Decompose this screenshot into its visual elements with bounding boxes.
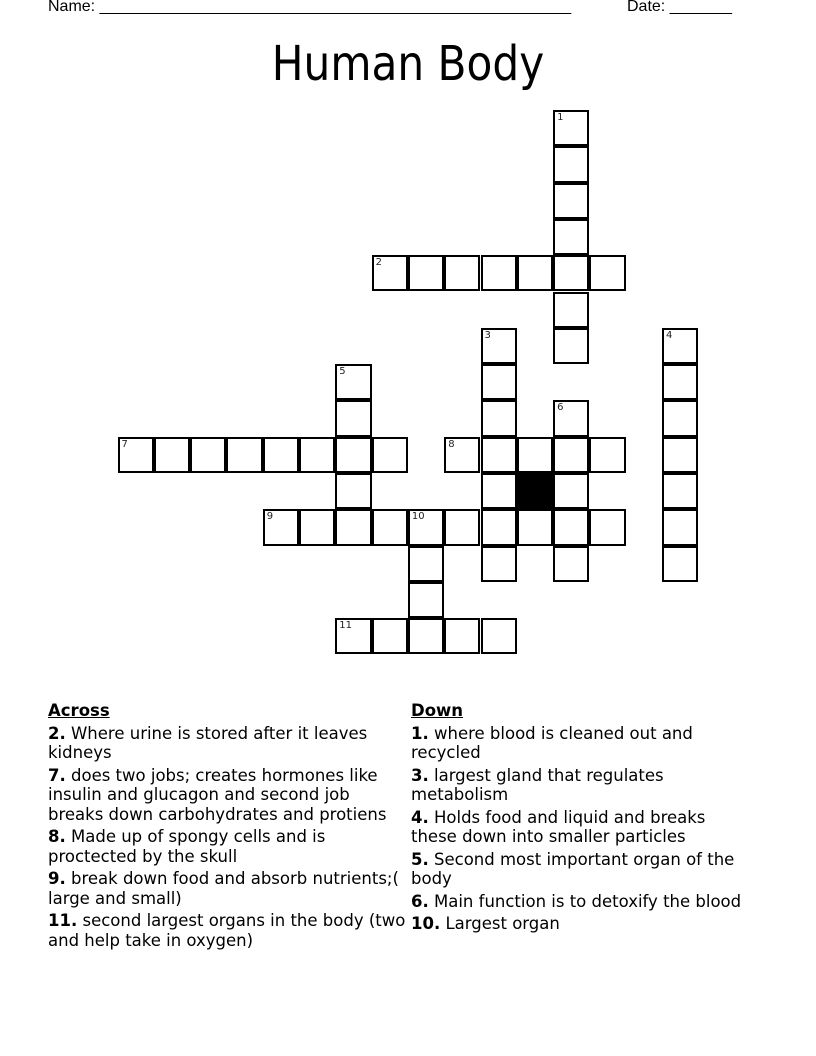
grid-cell[interactable]: [481, 473, 517, 509]
grid-cell[interactable]: [553, 328, 589, 364]
grid-cell[interactable]: [662, 328, 698, 364]
grid-cell[interactable]: [553, 146, 589, 182]
grid-cell[interactable]: [481, 328, 517, 364]
grid-cell[interactable]: [589, 255, 625, 291]
grid-cell[interactable]: [444, 618, 480, 654]
grid-cell[interactable]: [335, 364, 371, 400]
grid-cell[interactable]: [553, 255, 589, 291]
grid-cell[interactable]: [444, 509, 480, 545]
grid-cell[interactable]: [662, 364, 698, 400]
grid-cell[interactable]: [662, 473, 698, 509]
grid-cell[interactable]: [553, 183, 589, 219]
grid-cell[interactable]: [662, 509, 698, 545]
clue-number: 1: [557, 112, 564, 123]
grid-cell[interactable]: [408, 618, 444, 654]
clue-across-11: 11. second largest organs in the body (two and help take in oxygen): [48, 911, 406, 950]
grid-cell[interactable]: [154, 437, 190, 473]
across-heading: Across: [48, 701, 110, 720]
down-clues: [411, 701, 751, 937]
clue-number: 10: [411, 511, 425, 523]
clue-down-3: 3. largest gland that regulates metabolism: [411, 765, 664, 804]
black-cell: [517, 473, 553, 509]
clue-number: 3: [484, 329, 491, 341]
clue-number: 4: [666, 329, 673, 341]
grid-cell[interactable]: [553, 546, 589, 582]
grid-cell[interactable]: [335, 437, 371, 473]
grid-cell[interactable]: [335, 473, 371, 509]
grid-cell[interactable]: [517, 255, 553, 291]
clue-across-8: 8. Made up of spongy cells and is proctected by the skull: [48, 827, 326, 866]
grid-cell[interactable]: [226, 437, 262, 473]
grid-cell[interactable]: [335, 400, 371, 436]
grid-cell[interactable]: [408, 582, 444, 618]
down-heading: Down: [411, 701, 464, 720]
grid-cell[interactable]: [372, 618, 408, 654]
date-field-label: Date: _______: [627, 0, 732, 15]
grid-cell[interactable]: [408, 509, 444, 545]
clue-number: 7: [121, 438, 128, 450]
name-field-label: Name: _____________________________________________________: [48, 0, 572, 15]
grid-cell[interactable]: [481, 509, 517, 545]
clue-down-6: 6. Main function is to detoxify the blood: [411, 891, 742, 911]
grid-cell[interactable]: [553, 110, 589, 146]
clue-across-2: 2. Where urine is stored after it leaves kidneys: [48, 723, 368, 762]
grid-cell[interactable]: [481, 364, 517, 400]
grid-cell[interactable]: [481, 255, 517, 291]
clue-number: 5: [339, 366, 346, 378]
grid-cell[interactable]: [553, 437, 589, 473]
grid-cell[interactable]: [517, 437, 553, 473]
grid-cell[interactable]: [118, 437, 154, 473]
clue-down-4: 4. Holds food and liquid and breaks these down into smaller particles: [411, 807, 706, 846]
grid-cell[interactable]: [263, 437, 299, 473]
grid-cell[interactable]: [553, 219, 589, 255]
grid-cell[interactable]: [372, 255, 408, 291]
grid-cell[interactable]: [372, 509, 408, 545]
grid-cell[interactable]: [553, 292, 589, 328]
grid-cell[interactable]: [662, 400, 698, 436]
grid-cell[interactable]: [481, 400, 517, 436]
grid-cell[interactable]: [481, 437, 517, 473]
grid-cell[interactable]: [481, 546, 517, 582]
grid-cell[interactable]: [408, 546, 444, 582]
grid-cell[interactable]: [444, 437, 480, 473]
grid-cell[interactable]: [263, 509, 299, 545]
grid-cell[interactable]: [444, 255, 480, 291]
clue-number: 2: [375, 257, 382, 269]
grid-cell[interactable]: [190, 437, 226, 473]
grid-cell[interactable]: [589, 509, 625, 545]
clue-number: 6: [557, 402, 564, 414]
grid-cell[interactable]: [481, 618, 517, 654]
clue-number: 8: [448, 438, 455, 450]
clue-down-1: 1. where blood is cleaned out and recycled: [411, 723, 693, 762]
grid-cell[interactable]: [662, 546, 698, 582]
across-clues: [48, 701, 408, 953]
clue-down-5: 5. Second most important organ of the body: [411, 849, 735, 888]
grid-cell[interactable]: [372, 437, 408, 473]
grid-cell[interactable]: [408, 255, 444, 291]
grid-cell[interactable]: [553, 400, 589, 436]
grid-cell[interactable]: [299, 509, 335, 545]
grid-cell[interactable]: [589, 437, 625, 473]
grid-cell[interactable]: [553, 509, 589, 545]
page-title: Human Body: [271, 36, 545, 92]
clue-across-9: 9. break down food and absorb nutrients;( large and small): [48, 869, 399, 908]
grid-cell[interactable]: [299, 437, 335, 473]
clue-across-7: 7. does two jobs; creates hormones like insulin and glucagon and second job breaks down carbohydrates and protiens: [48, 765, 387, 824]
grid-cell[interactable]: [662, 437, 698, 473]
grid-cell[interactable]: [335, 618, 371, 654]
clue-number: 11: [339, 620, 353, 632]
grid-cell[interactable]: [335, 509, 371, 545]
grid-cell[interactable]: [517, 509, 553, 545]
clue-number: 9: [266, 511, 274, 523]
grid-cell[interactable]: [553, 473, 589, 509]
clue-down-10: 10. Largest organ: [411, 914, 560, 933]
